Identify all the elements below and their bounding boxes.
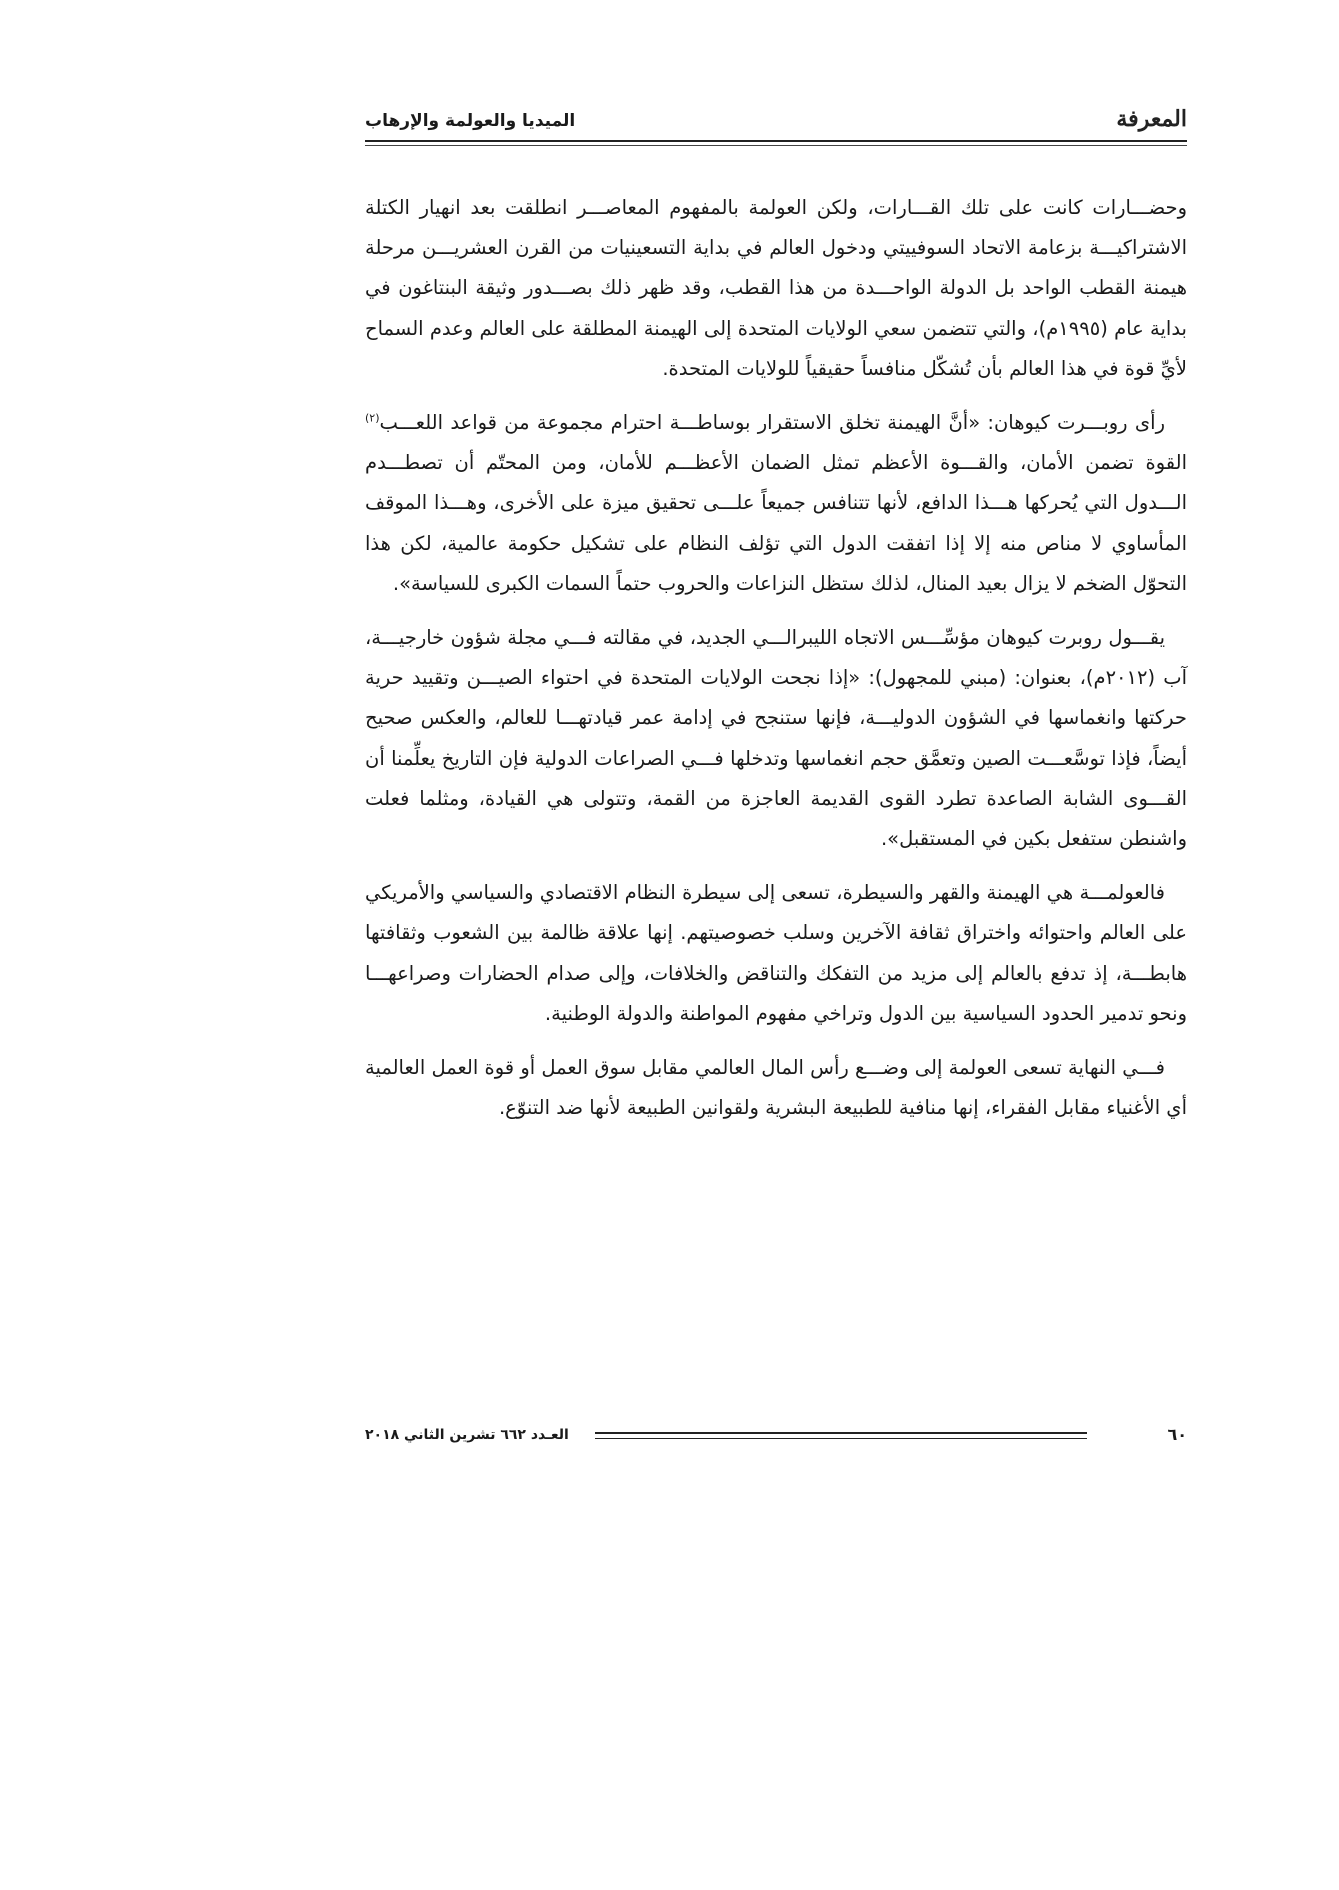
paragraph-2-text-b: القوة تضمن الأمان، والقـــوة الأعظم تمثل الضمان الأعظـــم للأمان، ومن المحتّم أن تصطـــدم الـــدول التي يُحركها هـــذا الدافع، لأنها تتنافس جميعاً علـــى تحقيق ميزة على الأخرى، وهـــذا الموقف المأساوي لا مناص منه إلا إذا اتفقت الدول التي تؤلف النظام على تشكيل حكومة عالمية، لكن هذا التحوّل الضخم لا يزال بعيد المنال، لذلك ستظل النزاعات والحروب حتماً السمات الكبرى للسياسة».: [365, 451, 1187, 595]
paragraph-1: وحضـــارات كانت على تلك القـــارات، ولكن العولمة بالمفهوم المعاصـــر انطلقت بعد انهيار الكتلة الاشتراكيـــة بزعامة الاتحاد السوفييتي ودخول العالم في بداية التسعينيات من القرن العشريـــن مرحلة هيمنة القطب الواحد بل الدولة الواحـــدة من هذا القطب، وقد ظهر ذلك بصـــدور وثيقة البنتاغون في بداية عام (١٩٩٥م)، والتي تتضمن سعي الولايات المتحدة إلى الهيمنة المطلقة على العالم وعدم السماح لأيِّ قوة في هذا العالم بأن تُشكّل منافساً حقيقياً للولايات المتحدة.: [365, 196, 1187, 380]
footnote-reference[interactable]: (٢): [365, 411, 380, 425]
document-page: [237, 0, 1339, 1561]
paragraph-3: يقـــول روبرت كيوهان مؤسِّـــس الاتجاه الليبرالـــي الجديد، في مقالته فـــي مجلة شؤون خارجيـــة، آب (٢٠١٢م)، بعنوان: (مبني للمجهول): «إذا نجحت الولايات المتحدة في احتواء الصيـــن وتقييد حرية حركتها وانغماسها في الشؤون الدوليـــة، فإنها ستنجح في إدامة عمر قيادتهـــا للعالم، والعكس صحيح أيضاً، فإذا توسَّعـــت الصين وتعمَّق حجم انغماسها وتدخلها فـــي الصراعات الدولية فإن التاريخ يعلِّمنا أن القـــوى الشابة الصاعدة تطرد القوى القديمة العاجزة من القمة، وتتولى هي القيادة، ومثلما فعلت واشنطن ستفعل بكين في المستقبل».: [365, 626, 1187, 851]
paragraph-5: فـــي النهاية تسعى العولمة إلى وضـــع رأس المال العالمي مقابل سوق العمل أو قوة العمل العالمية أي الأغنياء مقابل الفقراء، إنها منافية للطبيعة البشرية ولقوانين الطبيعة لأنها ضد التنوّع.: [365, 1056, 1187, 1120]
magazine-logo: المعرفة: [1116, 106, 1187, 132]
running-title: الميديا والعولمة والإرهاب: [365, 111, 576, 131]
paragraph-4: فالعولمـــة هي الهيمنة والقهر والسيطرة، تسعى إلى سيطرة النظام الاقتصادي والسياسي والأمريكي على العالم واحتوائه واختراق ثقافة الآخرين وسلب خصوصيتهم. إنها علاقة ظالمة بين الشعوب وثقافتها هابطـــة، إذ تدفع بالعالم إلى مزيد من التفكك والتناقض والخلافات، وإلى صدام الحضارات وصراعهـــا ونحو تدمير الحدود السياسية بين الدول وتراخي مفهوم المواطنة والدولة الوطنية.: [365, 881, 1187, 1025]
page-header: [365, 104, 1187, 146]
issue-info: العـدد ٦٦٢ تشرين الثاني ٢٠١٨: [365, 1427, 569, 1443]
footer-rule: [595, 1432, 1087, 1439]
paragraph-2: [365, 403, 1187, 604]
header-rule-thick: [365, 140, 1187, 142]
article-body: [365, 188, 1187, 1142]
paragraph-2-text-a: رأى روبـــرت كيوهان: «أنَّ الهيمنة تخلق الاستقرار بوساطـــة احترام مجموعة من قواعد اللعـــب: [379, 411, 1165, 435]
header-rule-thin: [365, 145, 1187, 146]
page-number: ٦٠: [1167, 1425, 1187, 1444]
page-footer: [365, 1424, 1187, 1448]
